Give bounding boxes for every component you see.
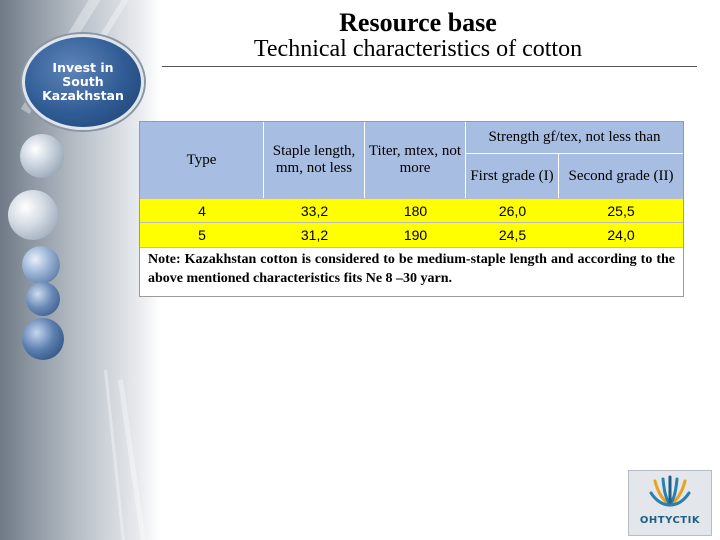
decorative-sphere <box>26 282 60 316</box>
company-logo <box>628 470 712 536</box>
title-divider <box>162 66 697 67</box>
row-2-first-grade: 24,5 <box>466 222 559 247</box>
row-2-type: 5 <box>140 222 264 247</box>
page-title: Resource base <box>339 8 497 37</box>
header-first-grade: First grade (I) <box>466 154 559 198</box>
badge-line-3: Kazakhstan <box>42 88 124 103</box>
row-1-titer: 180 <box>365 198 466 222</box>
page-subtitle: Technical characteristics of cotton <box>253 36 583 62</box>
header-type: Type <box>140 122 264 198</box>
decorative-sphere <box>20 134 64 178</box>
decorative-sphere <box>8 190 58 240</box>
header-titer: Titer, mtex, not more <box>365 122 466 198</box>
header-strength: Strength gf/tex, not less than <box>466 122 683 154</box>
logo-mark-icon <box>649 475 691 515</box>
badge-line-1: Invest in <box>52 60 114 75</box>
row-1-second-grade: 25,5 <box>559 198 683 222</box>
row-1-first-grade: 26,0 <box>466 198 559 222</box>
row-2-titer: 190 <box>365 222 466 247</box>
cotton-characteristics-table <box>139 121 684 297</box>
badge-line-2: South <box>62 74 104 89</box>
header-second-grade: Second grade (II) <box>559 154 683 198</box>
row-1-type: 4 <box>140 198 264 222</box>
table-note: Note: Kazakhstan cotton is considered to be medium-staple length and according to the above mentioned characteristics fits Ne 8 –30 yarn. <box>140 247 683 296</box>
invest-badge <box>22 34 144 130</box>
row-1-staple: 33,2 <box>264 198 365 222</box>
header-staple-length: Staple length, mm, not less <box>264 122 365 198</box>
decorative-sphere <box>22 318 64 360</box>
row-2-staple: 31,2 <box>264 222 365 247</box>
logo-text: OHTYCTIK <box>639 515 701 526</box>
row-2-second-grade: 24,0 <box>559 222 683 247</box>
decorative-sphere <box>22 246 60 284</box>
